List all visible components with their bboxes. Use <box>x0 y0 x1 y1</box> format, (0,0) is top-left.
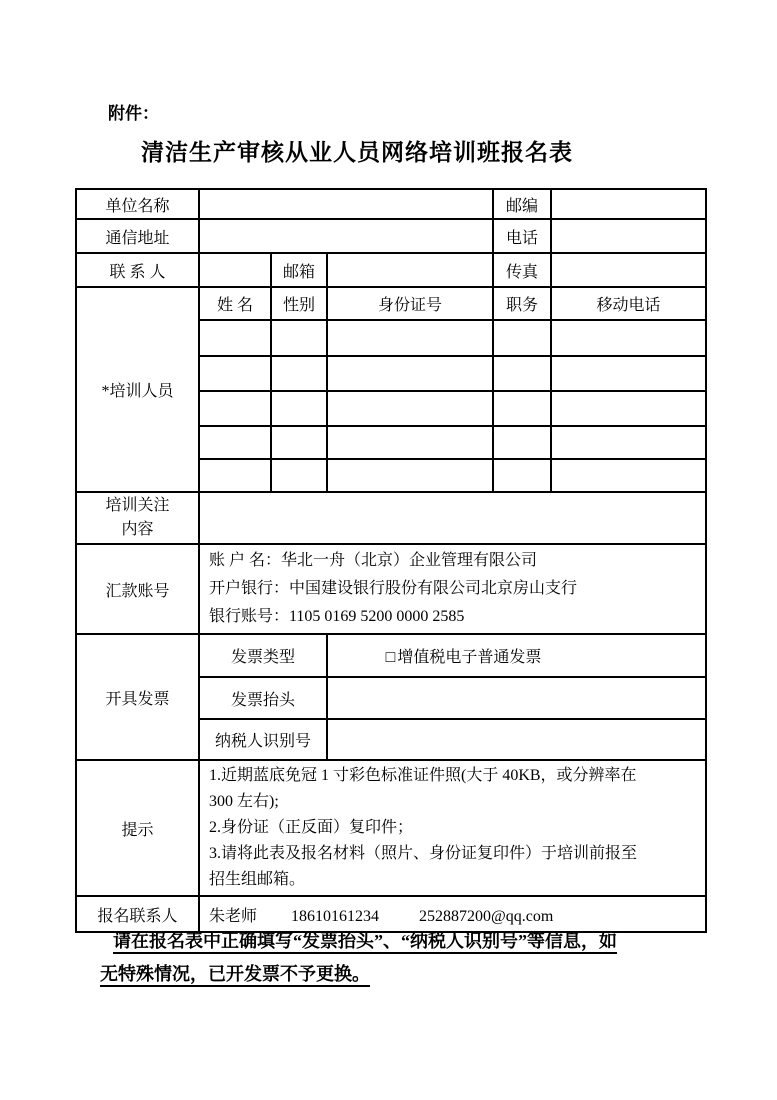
trainee-cell <box>551 320 706 356</box>
trainees-section-label: *培训人员 <box>76 287 199 492</box>
trainee-col-name: 姓 名 <box>199 287 271 320</box>
email-label: 邮箱 <box>271 253 327 287</box>
trainee-cell <box>493 320 551 356</box>
trainee-cell <box>493 426 551 459</box>
trainee-cell <box>327 459 493 492</box>
trainee-col-position: 职务 <box>493 287 551 320</box>
trainee-cell <box>551 426 706 459</box>
row-invoice-type <box>76 634 706 677</box>
phone-label: 电话 <box>493 219 551 253</box>
trainee-cell <box>493 356 551 391</box>
trainee-cell <box>551 356 706 391</box>
fax-value-cell <box>551 253 706 287</box>
footer-note-line1: 请在报名表中正确填写“发票抬头”、“纳税人识别号”等信息，如 <box>113 931 617 951</box>
trainee-cell <box>199 320 271 356</box>
registration-form-table <box>75 188 707 933</box>
row-trainee-header <box>76 287 706 320</box>
invoice-type-option-label: 增值税电子普通发票 <box>397 649 542 666</box>
trainee-cell <box>327 356 493 391</box>
invoice-type-value-cell <box>327 634 706 677</box>
contact-label: 联 系 人 <box>76 253 199 287</box>
postal-code-label: 邮编 <box>493 189 551 219</box>
contact-value-cell <box>199 253 271 287</box>
email-value-cell <box>327 253 493 287</box>
trainee-cell <box>271 356 327 391</box>
trainee-cell <box>327 391 493 426</box>
taxpayer-id-label: 纳税人识别号 <box>199 719 327 760</box>
trainee-cell <box>199 426 271 459</box>
registration-contact-name: 朱老师 <box>209 907 258 925</box>
trainee-cell <box>493 459 551 492</box>
row-remittance <box>76 544 706 634</box>
address-value-cell <box>199 219 493 253</box>
trainee-cell <box>271 320 327 356</box>
tips-section-label: 提示 <box>76 760 199 896</box>
trainee-cell <box>327 320 493 356</box>
tip-line: 3.请将此表及报名材料（照片、身份证复印件）于培训前报至 <box>209 845 638 862</box>
tip-line: 招生组邮箱。 <box>209 871 306 888</box>
taxpayer-id-value-cell <box>327 719 706 760</box>
row-address <box>76 219 706 253</box>
tip-line: 1.近期蓝底免冠 1 寸彩色标准证件照(大于 40KB，或分辨率在 <box>209 767 637 784</box>
trainee-cell <box>199 391 271 426</box>
remittance-account-number: 银行账号：1105 0169 5200 0000 2585 <box>209 608 465 625</box>
remittance-account-name: 账 户 名：华北一舟（北京）企业管理有限公司 <box>209 552 538 569</box>
address-label: 通信地址 <box>76 219 199 253</box>
unit-name-value-cell <box>199 189 493 219</box>
unit-name-label: 单位名称 <box>76 189 199 219</box>
attachment-label: 附件： <box>108 104 159 123</box>
row-unit-name <box>76 189 706 219</box>
footer-note-line2: 无特殊情况，已开发票不予更换。 <box>100 964 370 984</box>
trainee-cell <box>271 391 327 426</box>
invoice-title-value-cell <box>327 677 706 719</box>
remittance-bank: 开户银行：中国建设银行股份有限公司北京房山支行 <box>209 580 578 597</box>
row-training-focus <box>76 492 706 544</box>
trainee-cell <box>493 391 551 426</box>
tip-line: 2.身份证（正反面）复印件； <box>209 819 414 836</box>
invoice-title-label: 发票抬头 <box>199 677 327 719</box>
tip-line: 300 左右); <box>209 793 279 810</box>
trainee-cell <box>551 391 706 426</box>
invoice-type-label: 发票类型 <box>199 634 327 677</box>
registration-contact-label: 报名联系人 <box>76 896 199 932</box>
tips-content-cell <box>199 760 706 896</box>
trainee-col-gender: 性别 <box>271 287 327 320</box>
footer-note <box>100 925 720 991</box>
invoice-section-label: 开具发票 <box>76 634 199 760</box>
registration-contact-email: 252887200@qq.com <box>419 907 554 925</box>
registration-contact-phone: 18610161234 <box>291 907 380 925</box>
remittance-section-label: 汇款账号 <box>76 544 199 634</box>
form-title: 清洁生产审核从业人员网络培训班报名表 <box>141 140 573 165</box>
remittance-details-cell <box>199 544 706 634</box>
row-tips <box>76 760 706 896</box>
trainee-cell <box>199 459 271 492</box>
phone-value-cell <box>551 219 706 253</box>
fax-label: 传真 <box>493 253 551 287</box>
training-focus-label <box>76 492 199 544</box>
training-focus-value-cell <box>199 492 706 544</box>
training-focus-label-line1: 培训关注 <box>105 497 170 514</box>
trainee-cell <box>271 426 327 459</box>
postal-code-value-cell <box>551 189 706 219</box>
training-focus-label-line2: 内容 <box>121 521 154 538</box>
trainee-cell <box>199 356 271 391</box>
checkbox-unchecked-icon: □ <box>385 649 396 666</box>
trainee-cell <box>327 426 493 459</box>
trainee-cell <box>271 459 327 492</box>
trainee-col-mobile: 移动电话 <box>551 287 706 320</box>
row-contact <box>76 253 706 287</box>
trainee-col-id-number: 身份证号 <box>327 287 493 320</box>
trainee-cell <box>551 459 706 492</box>
